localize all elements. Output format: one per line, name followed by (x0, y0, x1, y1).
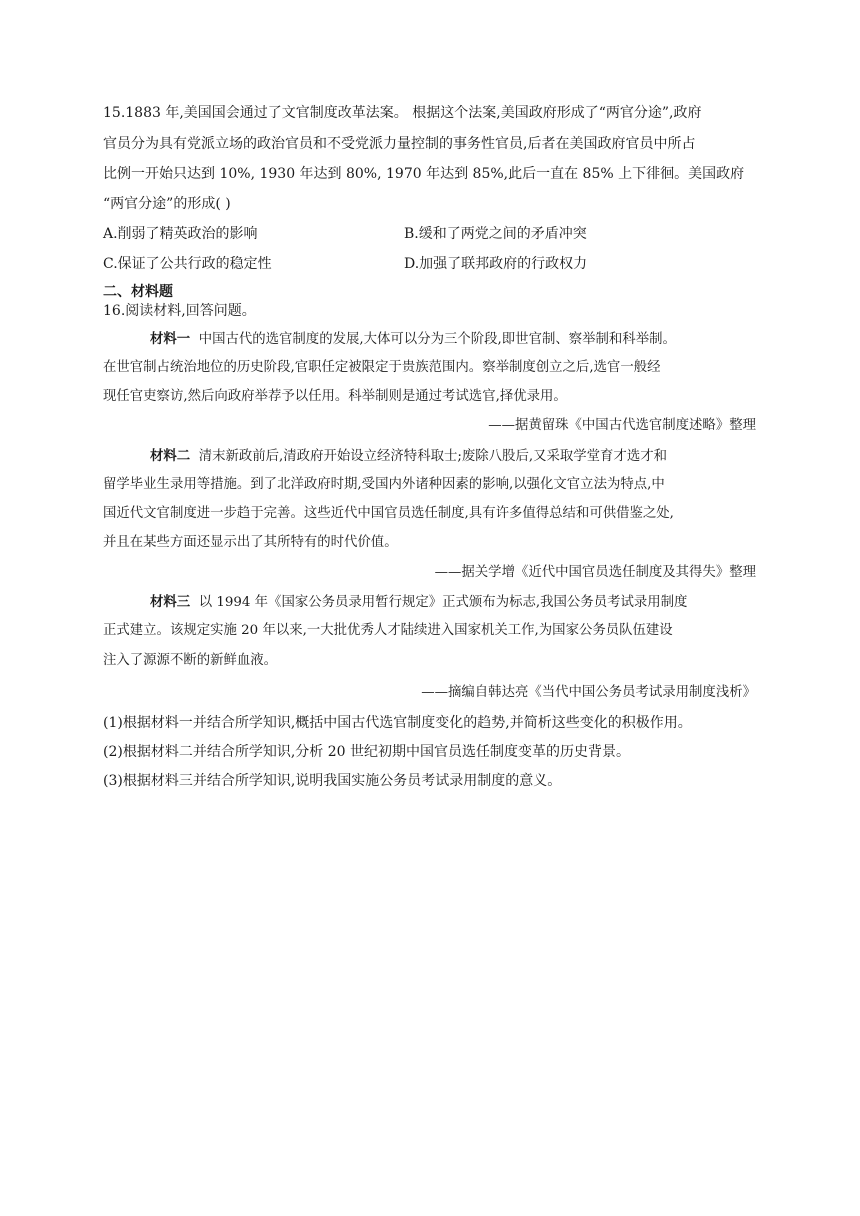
material3-label: 材料三 (150, 594, 191, 610)
material2-label: 材料二 (150, 448, 191, 464)
material2-text: 清末新政前后,清政府开始设立经济特科取士;废除八股后,又采取学堂育才选才和 (198, 449, 667, 464)
material3-text: 以 1994 年《国家公务员录用暂行规定》正式颁布为标志,我国公务员考试录用制度 (198, 595, 688, 610)
material1-label: 材料一 (150, 331, 191, 347)
material3-line-1 (150, 592, 687, 613)
material1-text: 中国古代的选官制度的发展,大体可以分为三个阶段,即世官制、察举制和科举制。 (198, 332, 676, 347)
material3-line-3: 注入了源源不断的新鲜血液。 (103, 653, 278, 668)
subquestion-2: (2)根据材料二并结合所学知识,分析 20 世纪初期中国官员选任制度变革的历史背景。 (103, 744, 630, 760)
material2-source: ——据关学增《近代中国官员选任制度及其得失》整理 (434, 565, 756, 580)
q15-stem-line-4: “两官分途”的形成( ) (103, 196, 231, 212)
material3-line-2: 正式建立。该规定实施 20 年以来,一大批优秀人才陆续进入国家机关工作,为国家公务员队伍建设 (103, 623, 673, 638)
material1-source: ——据黄留珠《中国古代选官制度述略》整理 (488, 418, 756, 433)
subquestion-3: (3)根据材料三并结合所学知识,说明我国实施公务员考试录用制度的意义。 (103, 773, 562, 789)
section-heading: 二、材料题 (103, 284, 173, 300)
material1-line-2: 在世官制占统治地位的历史阶段,官职任定被限定于贵族范围内。察举制度创立之后,选官一般经 (103, 360, 661, 375)
option-c[interactable]: C.保证了公共行政的稳定性 (103, 256, 272, 272)
subquestion-1: (1)根据材料一并结合所学知识,概括中国古代选官制度变化的趋势,并简析这些变化的积极作用。 (103, 715, 692, 731)
material2-line-1 (150, 446, 667, 467)
material2-line-4: 并且在某些方面还显示出了其所特有的时代价值。 (103, 535, 398, 550)
material1-line-1 (150, 329, 676, 350)
option-b[interactable]: B.缓和了两党之间的矛盾冲突 (404, 226, 587, 242)
material1-line-3: 现任官吏察访,然后向政府举荐予以任用。科举制则是通过考试选官,择优录用。 (103, 389, 567, 404)
q16-intro: 16.阅读材料,回答问题。 (103, 303, 256, 319)
material2-line-2: 留学毕业生录用等措施。到了北洋政府时期,受国内外诸种因素的影响,以强化文官立法为特点,中 (103, 477, 665, 492)
q15-stem-line-1: 15.1883 年,美国国会通过了文官制度改革法案。 根据这个法案,美国政府形成了“两官分途”,政府 (103, 105, 702, 121)
option-d[interactable]: D.加强了联邦政府的行政权力 (404, 256, 588, 272)
q15-stem-line-3: 比例一开始只达到 10%, 1930 年达到 80%, 1970 年达到 85%,此后一直在 85% 上下徘徊。美国政府 (103, 166, 745, 182)
option-a[interactable]: A.削弱了精英政治的影响 (103, 226, 258, 242)
material3-source: ——摘编自韩达亮《当代中国公务员考试录用制度浅析》 (421, 685, 756, 700)
q15-stem-line-2: 官员分为具有党派立场的政治官员和不受党派力量控制的事务性官员,后者在美国政府官员中所占 (103, 136, 696, 152)
material2-line-3: 国近代文官制度进一步趋于完善。这些近代中国官员选任制度,具有许多值得总结和可供借鉴之处, (103, 506, 674, 521)
